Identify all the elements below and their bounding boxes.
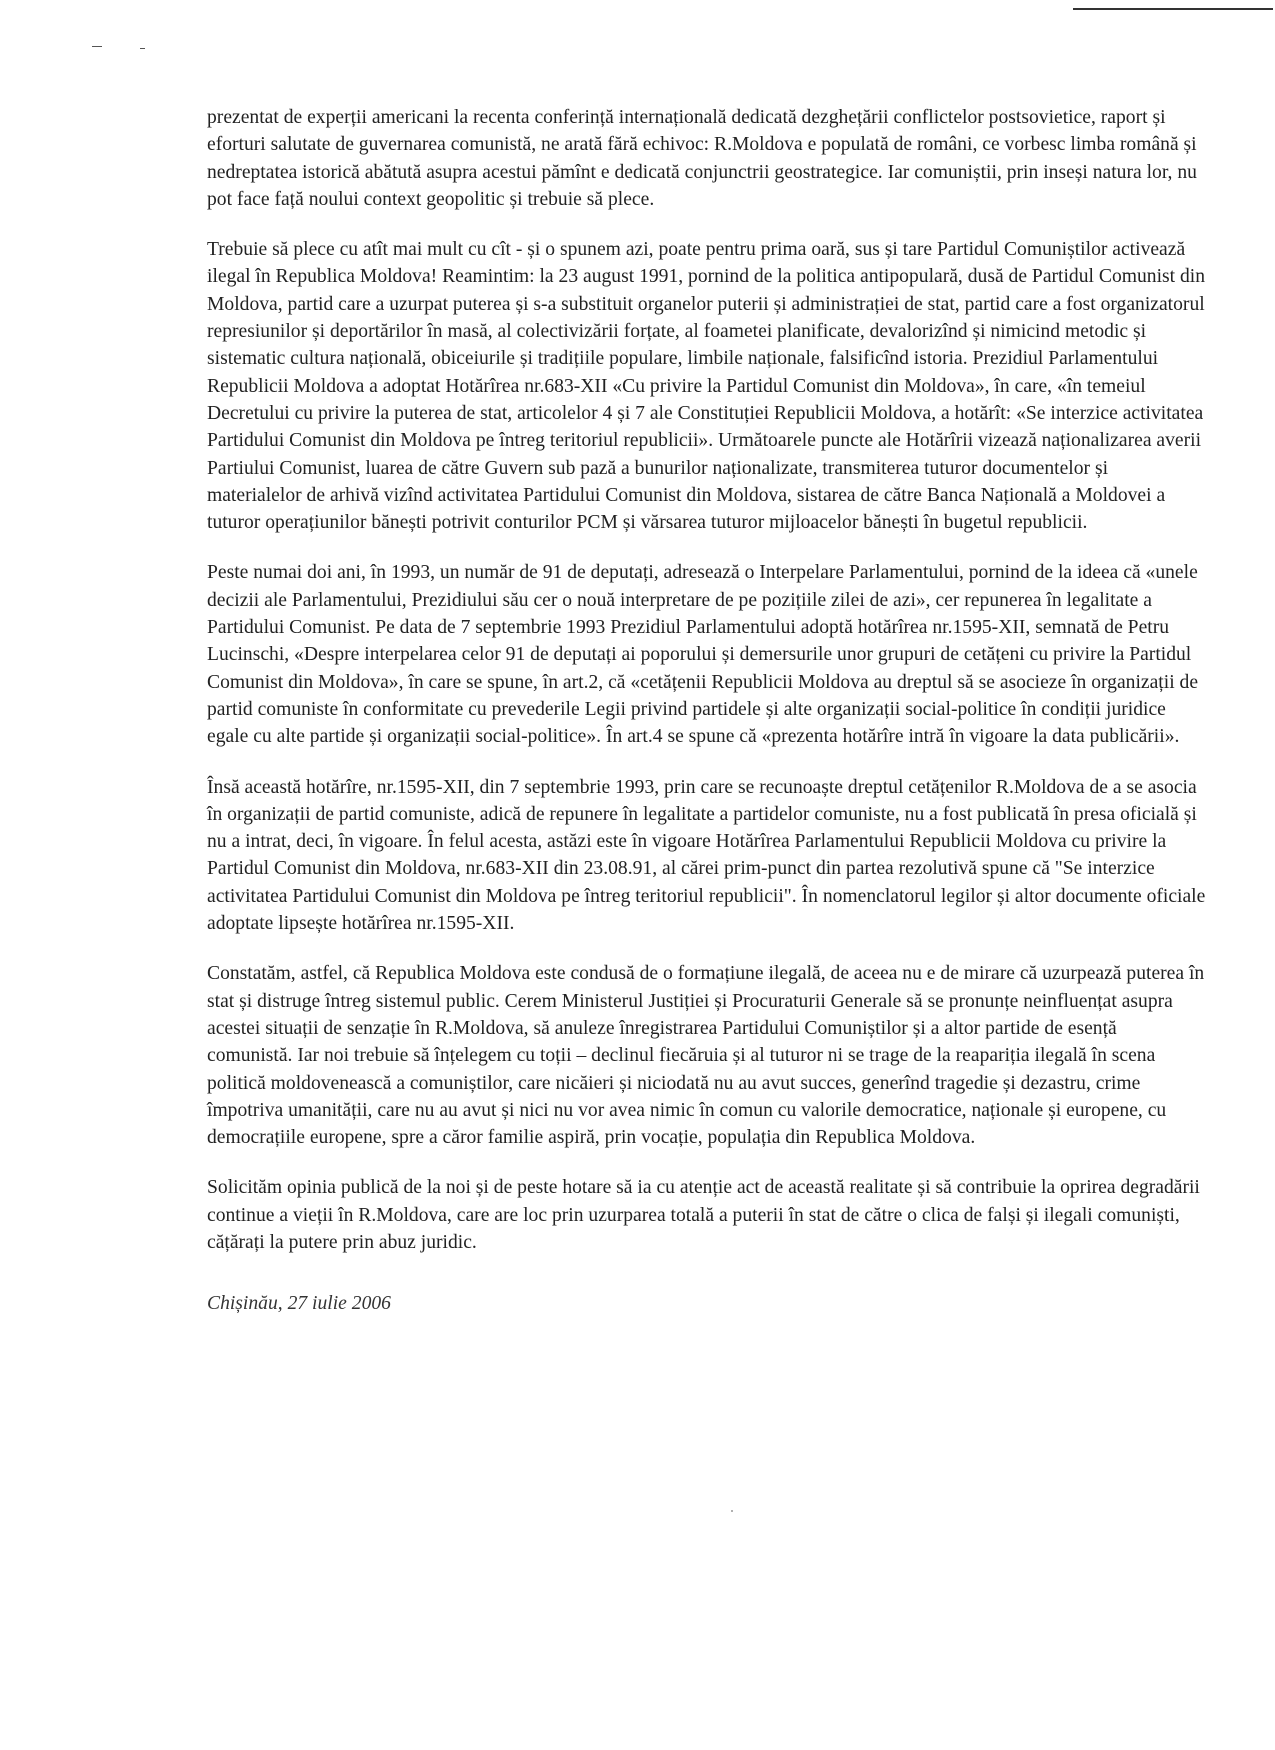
scan-artifact-mark [140, 48, 145, 49]
scan-artifact-mark [92, 46, 102, 47]
paragraph-4: Însă această hotărîre, nr.1595-XII, din 7 septembrie 1993, prin care se recunoaște dreptul cetățenilor R.Moldova de a se asocia în organizații de partid comuniste, adică de repunere în legalitate a partidelor comuniste, nu a fost publicată în presa oficială și nu a intrat, deci, în vigoare. În felul acesta, astăzi este în vigoare Hotărîrea Parlamentului Republicii Moldova cu privire la Partidul Comunist din Moldova, nr.683-XII din 23.08.91, al cărei prim-punct din partea rezolutivă spune că "Se interzice activitatea Partidului Comunist din Moldova pe întreg teritoriul republicii". În nomenclatorul legilor și altor documente oficiale adoptate lipsește hotărîrea nr.1595-XII. [207, 776, 1206, 935]
paragraph-3: Peste numai doi ani, în 1993, un număr de 91 de deputați, adresează o Interpelare Parlamentului, pornind de la ideea că «unele decizii ale Parlamentului, Prezidiului său cer o nouă interpretare de pe pozițiile zilei de azi», cer repunerea în legalitate a Partidului Comunist. Pe data de 7 septembrie 1993 Prezidiul Parlamentului adoptă hotărîrea nr.1595-XII, semnată de Petru Lucinschi, «Despre interpelarea celor 91 de deputați ai poporului și demersurile unor grupuri de cetățeni cu privire la Partidul Comunist din Moldova», în care se spune, în art.2, că «cetățenii Republicii Moldova au dreptul să se asocieze în organizații de partid comuniste în conformitate cu prevederile Legii privind partidele și alte organizații social-politice în condiții juridice egale cu alte partide și organizații social-politice». În art.4 se spune că «prezenta hotărîre intră în vigoare la data publicării». [207, 562, 1199, 748]
place-date-signature: Chișinău, 27 iulie 2006 [207, 1293, 391, 1315]
scan-artifact-dot [731, 1510, 733, 1512]
top-edge-rule [1073, 8, 1273, 10]
paragraph-2: Trebuie să plece cu atît mai mult cu cît - și o spunem azi, poate pentru prima oară, sus și tare Partidul Comuniștilor activează ilegal în Republica Moldova! Reamintim: la 23 august 1991, pornind de la politica antipopulară, dusă de Partidul Comunist din Moldova, partid care a uzurpat puterea și s-a substituit organelor puterii și administrației de stat, partid care a fost organizatorul represiunilor și deportărilor în masă, al colectivizării forțate, al foametei planificate, devalorizînd și nimicind metodic și sistematic cultura națională, obiceiurile și tradițiile populare, limbile naționale, falsificînd istoria. Prezidiul Parlamentului Republicii Moldova a adoptat Hotărîrea nr.683-XII «Cu privire la Partidul Comunist din Moldova», în care, «în temeiul Decretului cu privire la puterea de stat, articolelor 4 și 7 ale Constituției Republicii Moldova, a hotărît: «Se interzice activitatea Partidului Comunist din Moldova pe întreg teritoriul republicii». Următoarele puncte ale Hotărîrii vizează naționalizarea averii Partiului Comunist, luarea de către Guvern sub pază a bunurilor naționalizate, transmiterea tuturor documentelor și materialelor de arhivă vizînd activitatea Partidului Comunist din Moldova, sistarea de către Banca Națională a Moldovei a tuturor operațiunilor bănești potrivit conturilor PCM și vărsarea tuturor mijloacelor bănești în bugetul republicii. [207, 239, 1206, 534]
document-body [207, 104, 1207, 1317]
paragraph-1: prezentat de experții americani la recenta conferință internațională dedicată dezghețării conflictelor postsovietice, raport și eforturi salutate de guvernarea comunistă, ne arată fără echivoc: R.Moldova e populată de români, ce vorbesc limba română și nedreptatea istorică abătută asupra acestui pămînt e dedicată conjunctrii geostrategice. Iar comuniștii, prin inseși natura lor, nu pot face față noului context geopolitic și trebuie să plece. [207, 107, 1197, 210]
paragraph-5: Constatăm, astfel, că Republica Moldova este condusă de o formațiune ilegală, de aceea nu e de mirare că uzurpează puterea în stat și distruge întreg sistemul public. Cerem Ministerul Justiției și Procuraturii Generale să se pronunțe neinfluențat asupra acestei situații de senzație în R.Moldova, să anuleze înregistrarea Partidului Comuniștilor și a altor partide de esență comunistă. Iar noi trebuie să înțelegem cu toții – declinul fiecăruia și al tuturor ni se trage de la reapariția ilegală în scena politică moldovenească a comuniștilor, care nicăieri și niciodată nu au avut succes, generînd tragedie și dezastru, crime împotriva umanității, care nu au avut și nici nu vor avea nimic în comun cu valorile democratice, naționale și europene, cu democrațiile europene, spre a căror familie aspiră, prin vocație, populația din Republica Moldova. [207, 963, 1205, 1149]
paragraph-6: Solicităm opinia publică de la noi și de peste hotare să ia cu atenție act de această realitate și să contribuie la oprirea degradării continue a vieții în R.Moldova, care are loc prin uzurparea totală a puterii în stat de către o clica de falși și ilegali comuniști, cățărați la putere prin abuz juridic. [207, 1177, 1200, 1253]
